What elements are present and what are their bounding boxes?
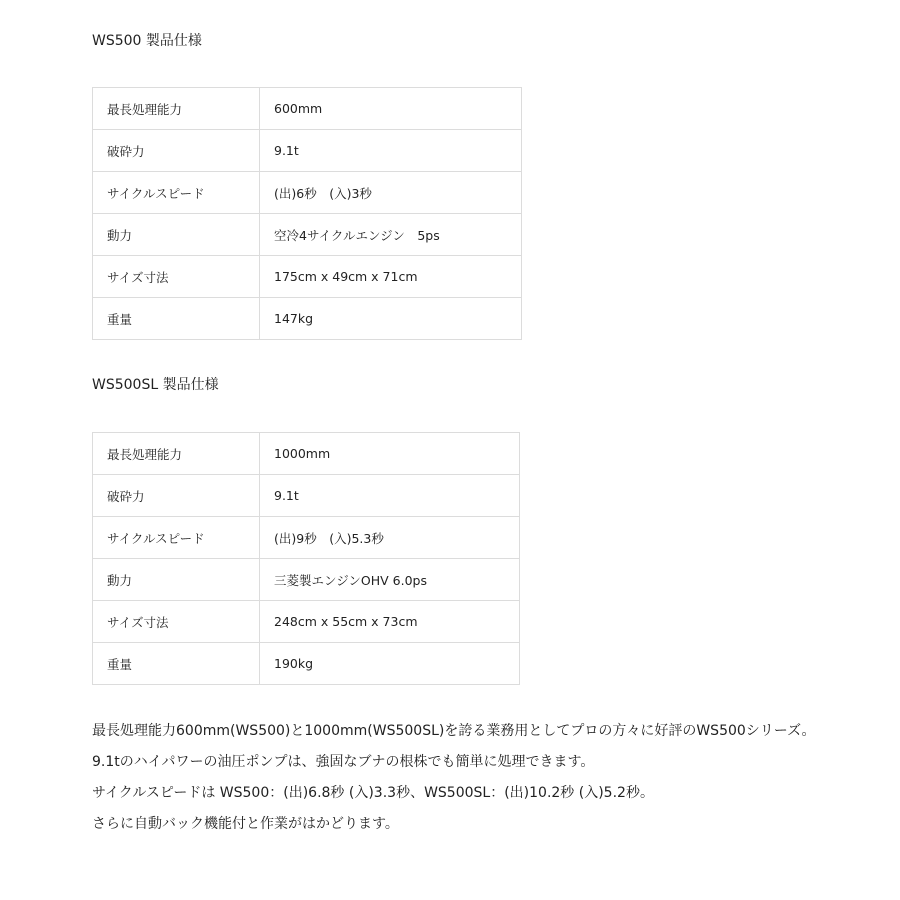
spec-label: 重量 <box>93 643 260 685</box>
table-row <box>93 601 520 643</box>
table-row <box>93 172 522 214</box>
spec-value: 1000mm <box>260 433 520 475</box>
spec-label: 動力 <box>93 559 260 601</box>
spec-value: 空冷4サイクルエンジン 5ps <box>260 214 522 256</box>
spec-value: 175cm x 49cm x 71cm <box>260 256 522 298</box>
description-paragraph: サイクルスピードは WS500：(出)6.8秒 (入)3.3秒、WS500SL：(出)10.2秒 (入)5.2秒。 <box>92 785 654 801</box>
spec-label: 重量 <box>93 298 260 340</box>
spec-label: 動力 <box>93 214 260 256</box>
spec-label: サイズ寸法 <box>93 601 260 643</box>
product-description <box>92 716 832 840</box>
table-row <box>93 298 522 340</box>
table-row <box>93 433 520 475</box>
table-row <box>93 214 522 256</box>
spec-value: 600mm <box>260 88 522 130</box>
table-row <box>93 643 520 685</box>
description-paragraph: 9.1tのハイパワーの油圧ポンプは、強固なブナの根株でも簡単に処理できます。 <box>92 754 595 770</box>
spec-label: 最長処理能力 <box>93 433 260 475</box>
spec-value: 9.1t <box>260 475 520 517</box>
table-row <box>93 88 522 130</box>
spec-value: (出)9秒 (入)5.3秒 <box>260 517 520 559</box>
spec-value: 190kg <box>260 643 520 685</box>
table-row <box>93 475 520 517</box>
spec-label: 破砕力 <box>93 130 260 172</box>
spec-value: 147kg <box>260 298 522 340</box>
spec-value: 248cm x 55cm x 73cm <box>260 601 520 643</box>
table-row <box>93 559 520 601</box>
description-paragraph: 最長処理能力600mm(WS500)と1000mm(WS500SL)を誇る業務用としてプロの方々に好評のWS500シリーズ。 <box>92 723 816 739</box>
spec-value: 三菱製エンジンOHV 6.0ps <box>260 559 520 601</box>
spec-label: サイクルスピード <box>93 172 260 214</box>
description-paragraph: さらに自動バック機能付と作業がはかどります。 <box>92 816 399 832</box>
ws500-spec-table <box>92 87 522 340</box>
ws500-spec-heading: WS500 製品仕様 <box>92 33 202 49</box>
spec-label: サイクルスピード <box>93 517 260 559</box>
ws500sl-spec-table <box>92 432 520 685</box>
spec-label: 最長処理能力 <box>93 88 260 130</box>
spec-value: 9.1t <box>260 130 522 172</box>
table-row <box>93 130 522 172</box>
spec-label: 破砕力 <box>93 475 260 517</box>
ws500sl-spec-heading: WS500SL 製品仕様 <box>92 377 219 393</box>
spec-value: (出)6秒 (入)3秒 <box>260 172 522 214</box>
table-row <box>93 256 522 298</box>
spec-label: サイズ寸法 <box>93 256 260 298</box>
table-row <box>93 517 520 559</box>
